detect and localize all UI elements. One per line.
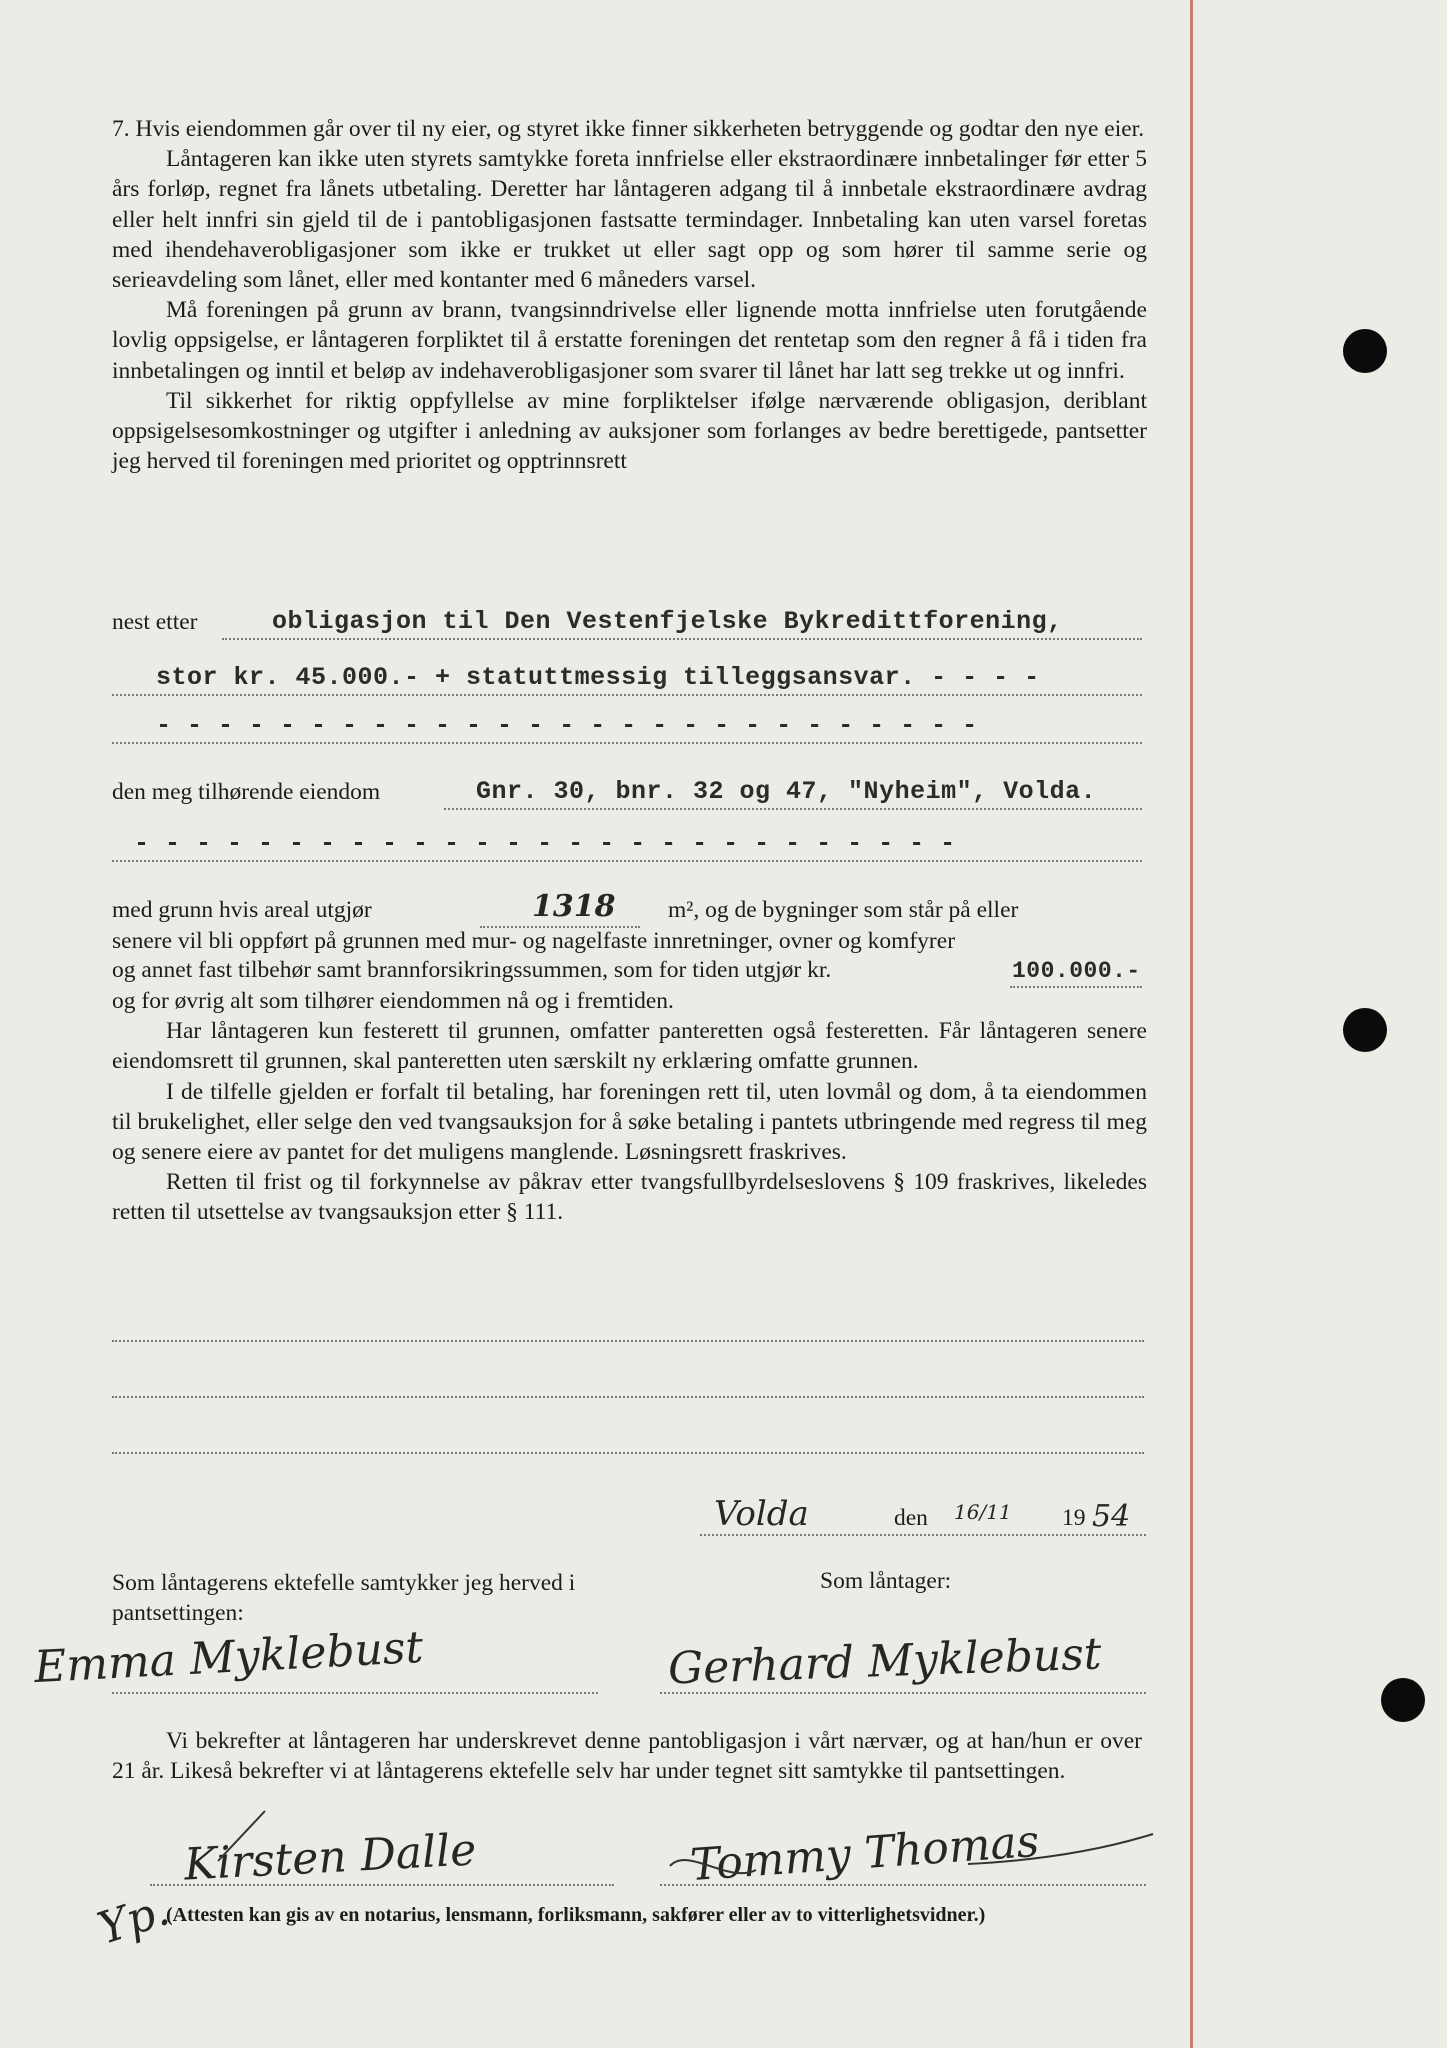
borrower-signature: Gerhard Myklebust [667,1628,1103,1695]
brann-prefix: og annet fast tilbehør samt brannforsikringssummen, som for tiden utgjør kr. [112,957,832,983]
paragraph-brann: Må foreningen på grunn av brann, tvangsinndrivelse eller lignende motta innfrielse uten forutgående lovlig oppsigelse, er låntageren forpliktet til å erstatte foreningen det rentetap som den regner å få i tiden fra innbetalingen og inntil et beløp av indehaverobligasjoner som svarer til lånet har latt seg trekke ut og innfri. [112,297,1147,384]
paragraph-sikkerhet: Til sikkerhet for riktig oppfyllelse av mine forpliktelser ifølge nærværende obligasjon, deriblant oppsigelsesomkostninger og utgifter i anledning av auksjoner som forlanges av bedre berettigede, pantsetter jeg herved til foreningen med prioritet og opptrinnsrett [112,387,1147,475]
brann-value: 100.000.- [1012,958,1141,984]
spouse-signature: Emma Myklebust [32,1621,425,1694]
margin-rule [1190,0,1193,2048]
fill-line [222,638,1142,640]
brann-line [112,948,1144,988]
fill-line [112,694,1142,696]
footer-note: (Attesten kan gis av en notarius, lensmann, forliksmann, sakfører eller av to vitterlighetsvidner.) [166,1904,986,1926]
signature-stroke [210,1806,270,1866]
punch-hole [1343,1008,1387,1052]
witness1-signature: Kirsten Dalle [182,1824,478,1891]
nest-etter-label: nest etter [112,609,198,635]
nest-etter-text-1: obligasjon til Den Vestenfjelske Bykredittforening, [272,607,1063,636]
brann-cont: og for øvrig alt som tilhører eiendommen nå og i fremtiden. [112,988,674,1014]
paragraph-forfalt: I de tilfelle gjelden er forfalt til betaling, har foreningen rett til, uten lovmål og dom, å ta eiendommen til brukelighet, eller selge den ved tvangsauksjon for å søke betaling i pantets utbringende med regress til meg og senere eiere av pantet for det muligens manglende. Løsningsrett fraskrives. [112,1078,1147,1166]
date-den-label: den [894,1505,928,1531]
areal-line [112,888,1144,928]
initials: Yp. [91,1884,176,1955]
fill-line [700,1534,1146,1536]
punch-hole [1343,329,1387,373]
paragraph-innfrielse: Låntageren kan ikke uten styrets samtykke foreta innfrielse eller ekstraordinære innbetalinger før etter 5 års forløp, regnet fra lånets utbetaling. Deretter har låntageren adgang til å innbetale ekstraordinære avdrag eller helt innfri sin gjeld til de i pantobligasjonen fastsatte termindager. Innbetaling kan uten varsel foretas med ihendehaverobligasjoner som ikke er trukket ut eller sagt opp og som hører til samme serie og serieavdeling som lånet, eller med kontanter med 6 måneders varsel. [112,146,1147,294]
nest-etter-line-3 [112,704,1144,744]
eiendom-text-1: Gnr. 30, bnr. 32 og 47, "Nyheim", Volda. [476,777,1097,806]
lower-text [112,986,1147,1228]
date-place: Volda [714,1494,809,1534]
clause-7: 7. Hvis eiendommen går over til ny eier, og styret ikke finner sikkerheten betryggende og godtar den nye eier. [112,116,1145,142]
eiendom-text-2: - - - - - - - - - - - - - - - - - - - - - - - - - - - [134,829,956,858]
witness2-signature: Tommy Thomas [688,1815,1041,1892]
date-year-prefix: 19 [1062,1505,1086,1531]
paragraph-feste: Har låntageren kun festerett til grunnen, omfatter panteretten også festeretten. Får låntageren senere eiendomsrett til grunnen, skal panteretten uten særskilt ny erklæring omfatte grunnen. [112,1018,1147,1075]
fill-line [444,808,1142,810]
spouse-label: Som låntagerens ektefelle samtykker jeg herved i pantsettingen: [112,1570,576,1626]
spouse-signature-line [112,1692,598,1694]
fill-line [112,742,1142,744]
areal-cont: senere vil bli oppført på grunnen med mur- og nagelfaste innretninger, ovner og komfyrer [112,928,956,954]
blank-line [112,1340,1144,1342]
witness-text-wrap [112,1726,1142,1786]
blank-line [112,1396,1144,1398]
eiendom-line-1 [112,770,1144,810]
nest-etter-text-3: - - - - - - - - - - - - - - - - - - - - - - - - - - - [156,711,978,740]
paragraph-frist: Retten til frist og til forkynnelse av påkrav etter tvangsfullbyrdelseslovens § 109 fraskrives, likeledes retten til utsettelse av tvangsauksjon etter § 111. [112,1169,1147,1226]
witness-text: Vi bekrefter at låntageren har underskrevet denne pantobligasjon i vårt nærvær, og at han/hun er over 21 år. Likeså bekrefter vi at låntagerens ektefelle selv har under tegnet sitt samtykke til pantsettingen. [112,1728,1142,1785]
nest-etter-line-2 [112,656,1144,696]
eiendom-line-2 [112,822,1144,862]
eiendom-label: den meg tilhørende eiendom [112,779,381,805]
punch-hole [1381,1678,1425,1722]
fill-line [112,860,1142,862]
upper-text [112,114,1147,476]
nest-etter-line-1 [112,600,1144,640]
date-line [700,1496,1146,1536]
borrower-label: Som låntager: [820,1568,952,1594]
date-year-suffix: 54 [1092,1499,1131,1534]
date-day-month: 16/11 [954,1500,1012,1524]
blank-line [112,1452,1144,1454]
signature-stroke [668,1826,1158,1886]
areal-prefix: med grunn hvis areal utgjør [112,897,372,923]
areal-value: 1318 [532,889,616,924]
areal-suffix: m², og de bygninger som står på eller [668,897,1019,923]
nest-etter-text-2: stor kr. 45.000.- + statuttmessig tilleggsansvar. - - - - [156,663,1040,692]
